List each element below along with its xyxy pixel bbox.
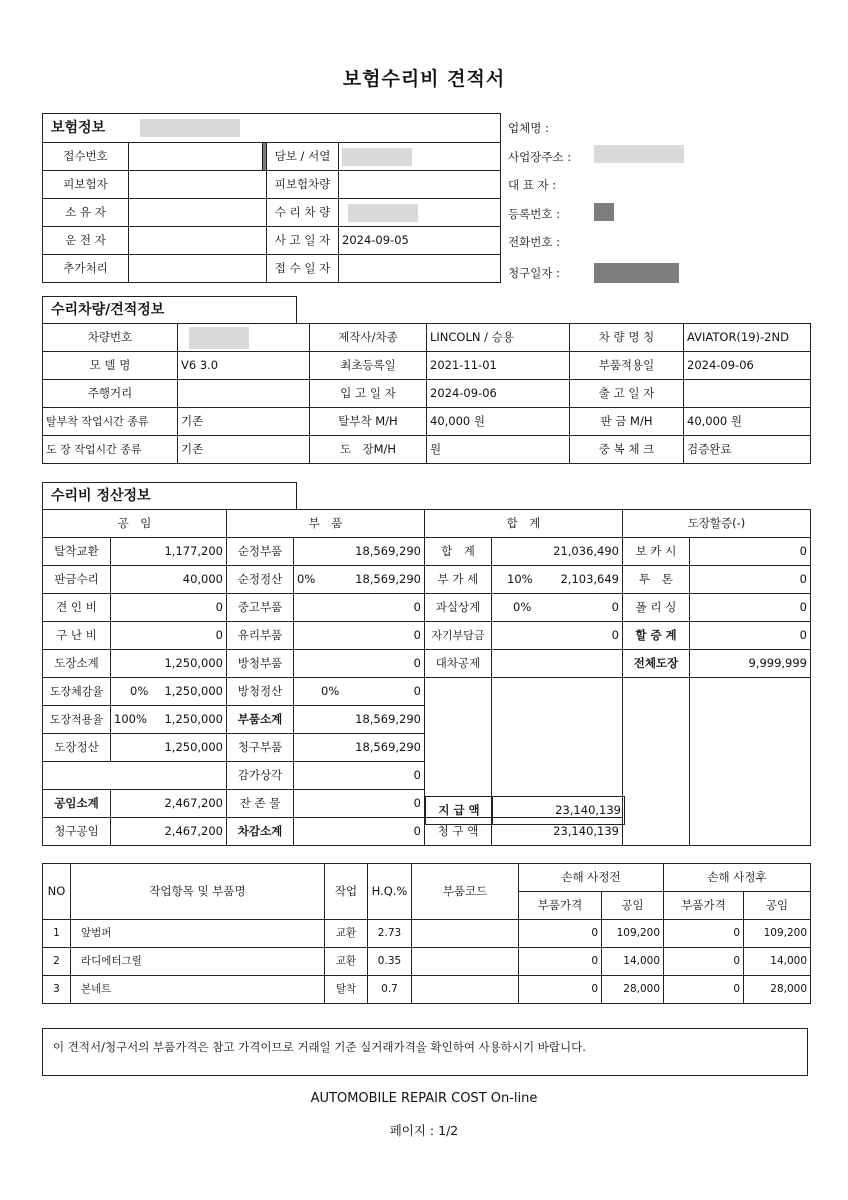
- page-number: 페이지 : 1/2: [389, 1123, 459, 1138]
- total-paint-amount: 9,999,999: [690, 650, 811, 678]
- dup-check-value: 검증완료: [684, 436, 811, 464]
- paint-time-value: 기존: [178, 436, 310, 464]
- depreciation-amount: 0: [294, 762, 425, 790]
- plate-value: [178, 324, 310, 352]
- residual-label: 잔 존 물: [227, 790, 294, 818]
- out-date-label: 출 고 일 자: [570, 380, 684, 408]
- row-work: 교환: [325, 920, 368, 948]
- row-before-labor: 14,000: [602, 948, 664, 976]
- col-after-price: 부품가격: [664, 892, 744, 920]
- driver-value: [129, 227, 267, 255]
- glass-amount: 0: [294, 622, 425, 650]
- row-hq: 0.35: [368, 948, 412, 976]
- detach-label: 탈착교환: [43, 538, 111, 566]
- dup-check-label: 중 복 체 크: [570, 436, 684, 464]
- insurance-info-table: [42, 113, 501, 283]
- col-work: 작업: [325, 864, 368, 920]
- paint-settle-amount: 1,250,000: [111, 734, 227, 762]
- row-hq: 0.7: [368, 976, 412, 1004]
- company-claim-date-label: 청구일자 :: [508, 266, 560, 280]
- table-row: [43, 976, 811, 1004]
- panel-mh-value: 40,000 원: [684, 408, 811, 436]
- paint-settle-label: 도장정산: [43, 734, 111, 762]
- parts-claim-amount: 18,569,290: [294, 734, 425, 762]
- company-name-label: 업체명 :: [508, 121, 549, 135]
- row-no: 3: [43, 976, 71, 1004]
- parts-sub-amount: 18,569,290: [294, 706, 425, 734]
- maker-label: 제작사/차종: [310, 324, 427, 352]
- polish-amount: 0: [690, 594, 811, 622]
- self-amount: 0: [492, 622, 623, 650]
- insured-vehicle-value: [339, 171, 501, 199]
- mileage-label: 주행거리: [43, 380, 178, 408]
- row-code: [412, 976, 519, 1004]
- panel-label: 판금수리: [43, 566, 111, 594]
- vehicle-info-table: [42, 323, 811, 464]
- paint-time-label: 도 장 작업시간 종류: [43, 436, 178, 464]
- paint-apply-label: 도장적용율: [43, 706, 111, 734]
- col-before-price: 부품가격: [519, 892, 602, 920]
- genuine-settle-label: 순정정산: [227, 566, 294, 594]
- in-date-value: 2024-09-06: [427, 380, 570, 408]
- tone-amount: 0: [690, 566, 811, 594]
- company-address-label: 사업장주소 :: [508, 150, 572, 164]
- redacted-block: [594, 145, 684, 163]
- table-row: [43, 948, 811, 976]
- insured-vehicle-label: 피보험차량: [267, 171, 339, 199]
- row-work: 교환: [325, 948, 368, 976]
- first-reg-label: 최초등록일: [310, 352, 427, 380]
- pay-label: 지 급 액: [426, 797, 493, 825]
- receipt-no-value: [129, 143, 263, 171]
- labor-sub-label: 공임소계: [43, 790, 111, 818]
- hard-label: 구 난 비: [43, 622, 111, 650]
- cost-section-title: 수리비 정산정보: [42, 482, 297, 509]
- tone-label: 투 톤: [623, 566, 690, 594]
- self-label: 자기부담금: [425, 622, 492, 650]
- car-name-value: AVIATOR(19)-2ND: [684, 324, 811, 352]
- owner-label: 소 유 자: [43, 199, 129, 227]
- pay-row: [425, 796, 625, 825]
- row-no: 2: [43, 948, 71, 976]
- coverage-label: 담보 / 서열: [267, 143, 339, 171]
- row-no: 1: [43, 920, 71, 948]
- anti-amount: 0: [294, 650, 425, 678]
- col-before: 손해 사정전: [519, 864, 664, 892]
- out-date-value: [684, 380, 811, 408]
- col-hq: H.Q.%: [368, 864, 412, 920]
- insured-value: [129, 171, 267, 199]
- parts-applied-label: 부품적용일: [570, 352, 684, 380]
- detach-mh-label: 탈부착 M/H: [310, 408, 427, 436]
- parts-sub-label: 부품소계: [227, 706, 294, 734]
- anti-settle-amount: 0% 0: [294, 678, 425, 706]
- labor-claim-amount: 2,467,200: [111, 818, 227, 846]
- panel-amount: 40,000: [111, 566, 227, 594]
- row-before-price: 0: [519, 976, 602, 1004]
- col-before-labor: 공임: [602, 892, 664, 920]
- paint-mh-value: 원: [427, 436, 570, 464]
- row-code: [412, 948, 519, 976]
- anti-label: 방청부품: [227, 650, 294, 678]
- col-code: 부품코드: [412, 864, 519, 920]
- genuine-amount: 18,569,290: [294, 538, 425, 566]
- detach-time-label: 탈부착 작업시간 종류: [43, 408, 178, 436]
- row-after-price: 0: [664, 920, 744, 948]
- driver-label: 운 전 자: [43, 227, 129, 255]
- detach-time-value: 기존: [178, 408, 310, 436]
- accident-date-value: 2024-09-05: [339, 227, 501, 255]
- model-value: V6 3.0: [178, 352, 310, 380]
- in-fee-label: 견 인 비: [43, 594, 111, 622]
- hard-amount: 0: [111, 622, 227, 650]
- parts-claim-label: 청구부품: [227, 734, 294, 762]
- extra-sub-amount: 0: [690, 622, 811, 650]
- redacted-block: [594, 263, 679, 283]
- redacted-block: [594, 203, 614, 221]
- first-reg-value: 2021-11-01: [427, 352, 570, 380]
- detach-mh-value: 40,000 원: [427, 408, 570, 436]
- vat-amount: 10% 2,103,649: [492, 566, 623, 594]
- paint-extra-empty: [623, 678, 690, 846]
- sum-amount: 21,036,490: [492, 538, 623, 566]
- anti-settle-label: 방청정산: [227, 678, 294, 706]
- row-after-price: 0: [664, 948, 744, 976]
- receipt-date-label: 접 수 일 자: [267, 255, 339, 283]
- bokashi-amount: 0: [690, 538, 811, 566]
- paint-apply-amount: 100% 1,250,000: [111, 706, 227, 734]
- car-name-label: 차 량 명 칭: [570, 324, 684, 352]
- paint-extra-header: 도장할증(-): [623, 510, 811, 538]
- row-before-price: 0: [519, 920, 602, 948]
- row-before-labor: 109,200: [602, 920, 664, 948]
- row-name: 라디에터그릴: [71, 948, 325, 976]
- total-header: 합 계: [425, 510, 623, 538]
- receipt-date-value: [339, 255, 501, 283]
- fault-amount: 0% 0: [492, 594, 623, 622]
- col-after-labor: 공임: [744, 892, 811, 920]
- model-label: 모 델 명: [43, 352, 178, 380]
- in-date-label: 입 고 일 자: [310, 380, 427, 408]
- vat-label: 부 가 세: [425, 566, 492, 594]
- table-row: [43, 920, 811, 948]
- col-name: 작업항목 및 부품명: [71, 864, 325, 920]
- panel-mh-label: 판 금 M/H: [570, 408, 684, 436]
- used-label: 중고부품: [227, 594, 294, 622]
- labor-claim-label: 청구공임: [43, 818, 111, 846]
- row-work: 탈착: [325, 976, 368, 1004]
- insurance-section-header: 보험정보: [43, 114, 501, 143]
- used-amount: 0: [294, 594, 425, 622]
- work-items-table: [42, 863, 811, 1004]
- extra-sub-label: 할 증 계: [623, 622, 690, 650]
- footer-title: AUTOMOBILE REPAIR COST On-line: [310, 1091, 538, 1106]
- document-title: 보험수리비 견적서: [342, 68, 506, 90]
- polish-label: 폴 리 싱: [623, 594, 690, 622]
- repair-vehicle-value: [339, 199, 501, 227]
- rental-amount: [492, 650, 623, 678]
- paint-sub-label: 도장소계: [43, 650, 111, 678]
- row-code: [412, 920, 519, 948]
- paint-sub-amount: 1,250,000: [111, 650, 227, 678]
- in-fee-amount: 0: [111, 594, 227, 622]
- company-phone-label: 전화번호 :: [508, 235, 560, 249]
- labor-sub-amount: 2,467,200: [111, 790, 227, 818]
- paint-reduce-label: 도장체감율: [43, 678, 111, 706]
- col-no: NO: [43, 864, 71, 920]
- extra-label: 추가처리: [43, 255, 129, 283]
- row-name: 본네트: [71, 976, 325, 1004]
- repair-vehicle-label: 수 리 차 량: [267, 199, 339, 227]
- row-after-price: 0: [664, 976, 744, 1004]
- genuine-label: 순정부품: [227, 538, 294, 566]
- labor-empty: [43, 762, 227, 790]
- genuine-settle-amount: 0% 18,569,290: [294, 566, 425, 594]
- deduct-sub-label: 차감소계: [227, 818, 294, 846]
- col-after: 손해 사정후: [664, 864, 811, 892]
- row-before-price: 0: [519, 948, 602, 976]
- rental-label: 대차공제: [425, 650, 492, 678]
- receipt-no-label: 접수번호: [43, 143, 129, 171]
- claim-amount: 23,140,139: [492, 818, 623, 846]
- plate-label: 차량번호: [43, 324, 178, 352]
- paint-mh-label: 도 장M/H: [310, 436, 427, 464]
- deduct-sub-amount: 0: [294, 818, 425, 846]
- accident-date-label: 사 고 일 자: [267, 227, 339, 255]
- row-name: 앞범퍼: [71, 920, 325, 948]
- sum-label: 합 계: [425, 538, 492, 566]
- labor-header: 공 임: [43, 510, 227, 538]
- owner-value: [129, 199, 267, 227]
- insured-label: 피보험자: [43, 171, 129, 199]
- row-after-labor: 14,000: [744, 948, 811, 976]
- fault-label: 과실상계: [425, 594, 492, 622]
- mileage-value: [178, 380, 310, 408]
- row-before-labor: 28,000: [602, 976, 664, 1004]
- extra-value: [129, 255, 267, 283]
- maker-value: LINCOLN / 승용: [427, 324, 570, 352]
- claim-label: 청 구 액: [425, 818, 492, 846]
- vehicle-section-title: 수리차량/견적정보: [42, 296, 297, 323]
- row-hq: 2.73: [368, 920, 412, 948]
- parts-applied-value: 2024-09-06: [684, 352, 811, 380]
- depreciation-label: 감가상각: [227, 762, 294, 790]
- detach-amount: 1,177,200: [111, 538, 227, 566]
- row-after-labor: 109,200: [744, 920, 811, 948]
- notice-box: 이 견적서/청구서의 부품가격은 참고 가격이므로 거래일 기준 실거래가격을 확인하여 사용하시기 바랍니다.: [42, 1028, 808, 1076]
- total-paint-label: 전체도장: [623, 650, 690, 678]
- row-after-labor: 28,000: [744, 976, 811, 1004]
- glass-label: 유리부품: [227, 622, 294, 650]
- redacted-block: [140, 119, 240, 137]
- company-ceo-label: 대 표 자 :: [508, 178, 557, 192]
- coverage-value: [339, 143, 501, 171]
- parts-header: 부 품: [227, 510, 425, 538]
- company-reg-label: 등록번호 :: [508, 207, 560, 221]
- bokashi-label: 보 카 시: [623, 538, 690, 566]
- paint-reduce-amount: 0% 1,250,000: [111, 678, 227, 706]
- paint-extra-empty: [690, 678, 811, 846]
- residual-amount: 0: [294, 790, 425, 818]
- pay-amount: 23,140,139: [493, 797, 625, 825]
